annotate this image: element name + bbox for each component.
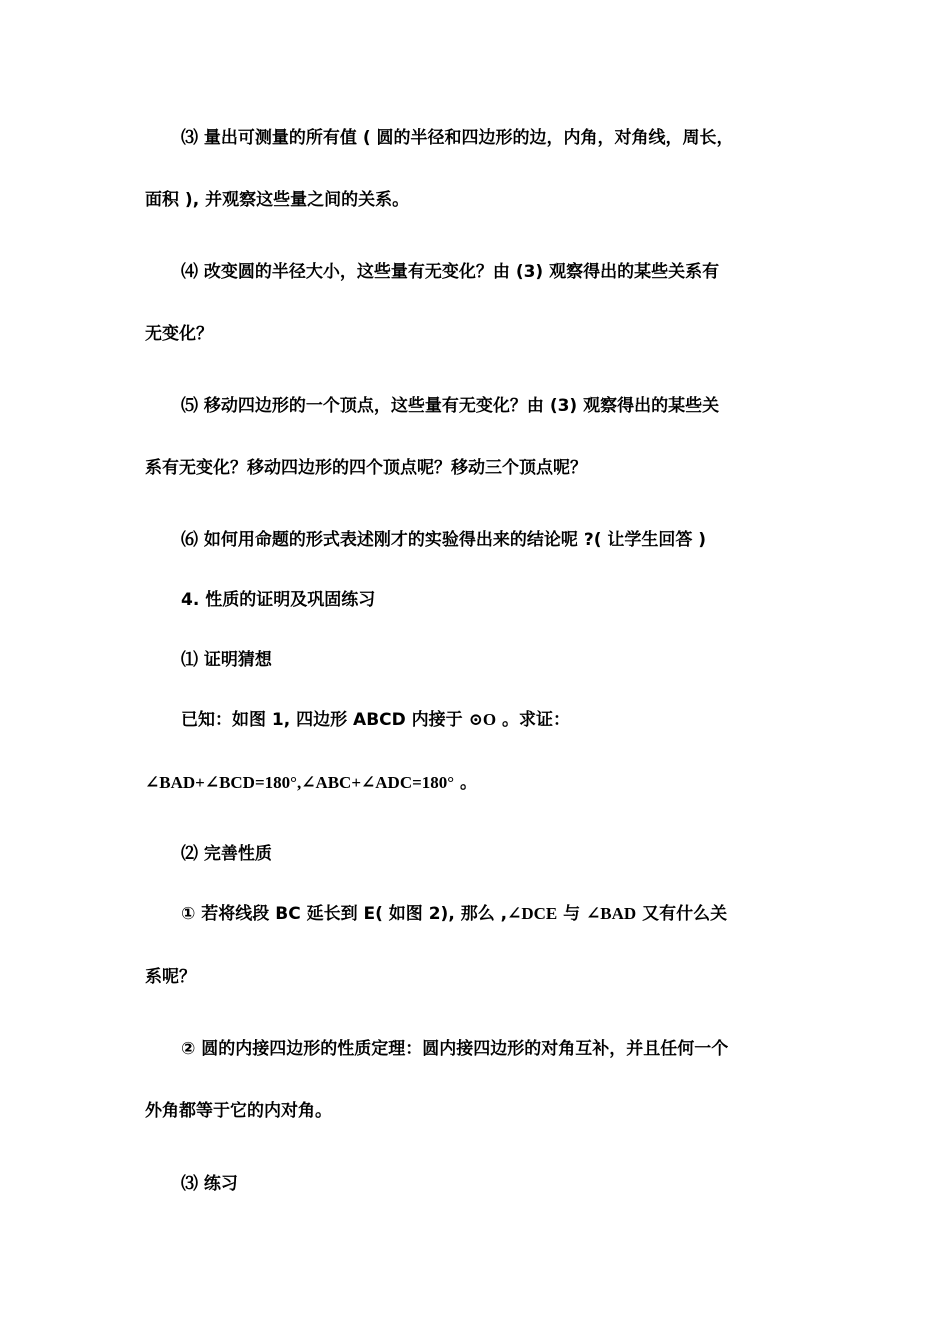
paragraph-extend-bc (181, 902, 727, 926)
paragraph-theorem: ② 圆的内接四边形的性质定理：圆内接四边形的对角互补，并且任何一个 (181, 1039, 729, 1059)
paragraph-step-3: ⑶ 量出可测量的所有值 ( 圆的半径和四边形的边，内角，对角线，周长， (181, 128, 734, 148)
subheading-exercises: ⑶ 练习 (181, 1174, 238, 1194)
paragraph-step-4: ⑷ 改变圆的半径大小，这些量有无变化？由 (3) 观察得出的某些关系有 (181, 262, 720, 282)
paragraph-step-5-cont: 系有无变化？移动四边形的四个顶点呢？移动三个顶点呢？ (145, 458, 587, 478)
and-text: 与 (557, 904, 587, 924)
extend-bc-text: ① 若将线段 BC 延长到 E( 如图 2), 那么 , (181, 904, 508, 924)
angle-dce: ∠DCE (507, 904, 558, 923)
paragraph-step-6: ⑹ 如何用命题的形式表述刚才的实验得出来的结论呢 ?( 让学生回答 ) (181, 530, 707, 550)
paragraph-extend-bc-cont: 系呢？ (145, 967, 196, 987)
paragraph-given (181, 708, 570, 732)
paragraph-angle-equation (145, 771, 477, 795)
paragraph-step-3-cont: 面积 ), 并观察这些量之间的关系。 (145, 190, 410, 210)
angle-bad: ∠BAD (586, 904, 637, 923)
angle-equation: ∠BAD+∠BCD=180°,∠ABC+∠ADC=180° (145, 773, 455, 792)
given-text: 已知：如图 1, 四边形 ABCD 内接于 (181, 710, 469, 730)
relation-text: 又有什么关 (636, 904, 728, 924)
paragraph-step-4-cont: 无变化？ (145, 324, 213, 344)
subheading-prove-conjecture: ⑴ 证明猜想 (181, 650, 272, 670)
circle-o-symbol: ⊙O (468, 710, 497, 729)
section-heading-4: 4. 性质的证明及巩固练习 (181, 590, 376, 610)
prove-text: 。求证： (496, 710, 570, 730)
angle-equation-end: 。 (454, 773, 478, 793)
subheading-refine-property: ⑵ 完善性质 (181, 844, 272, 864)
paragraph-step-5: ⑸ 移动四边形的一个顶点，这些量有无变化？由 (3) 观察得出的某些关 (181, 396, 720, 416)
paragraph-theorem-cont: 外角都等于它的内对角。 (145, 1101, 332, 1121)
